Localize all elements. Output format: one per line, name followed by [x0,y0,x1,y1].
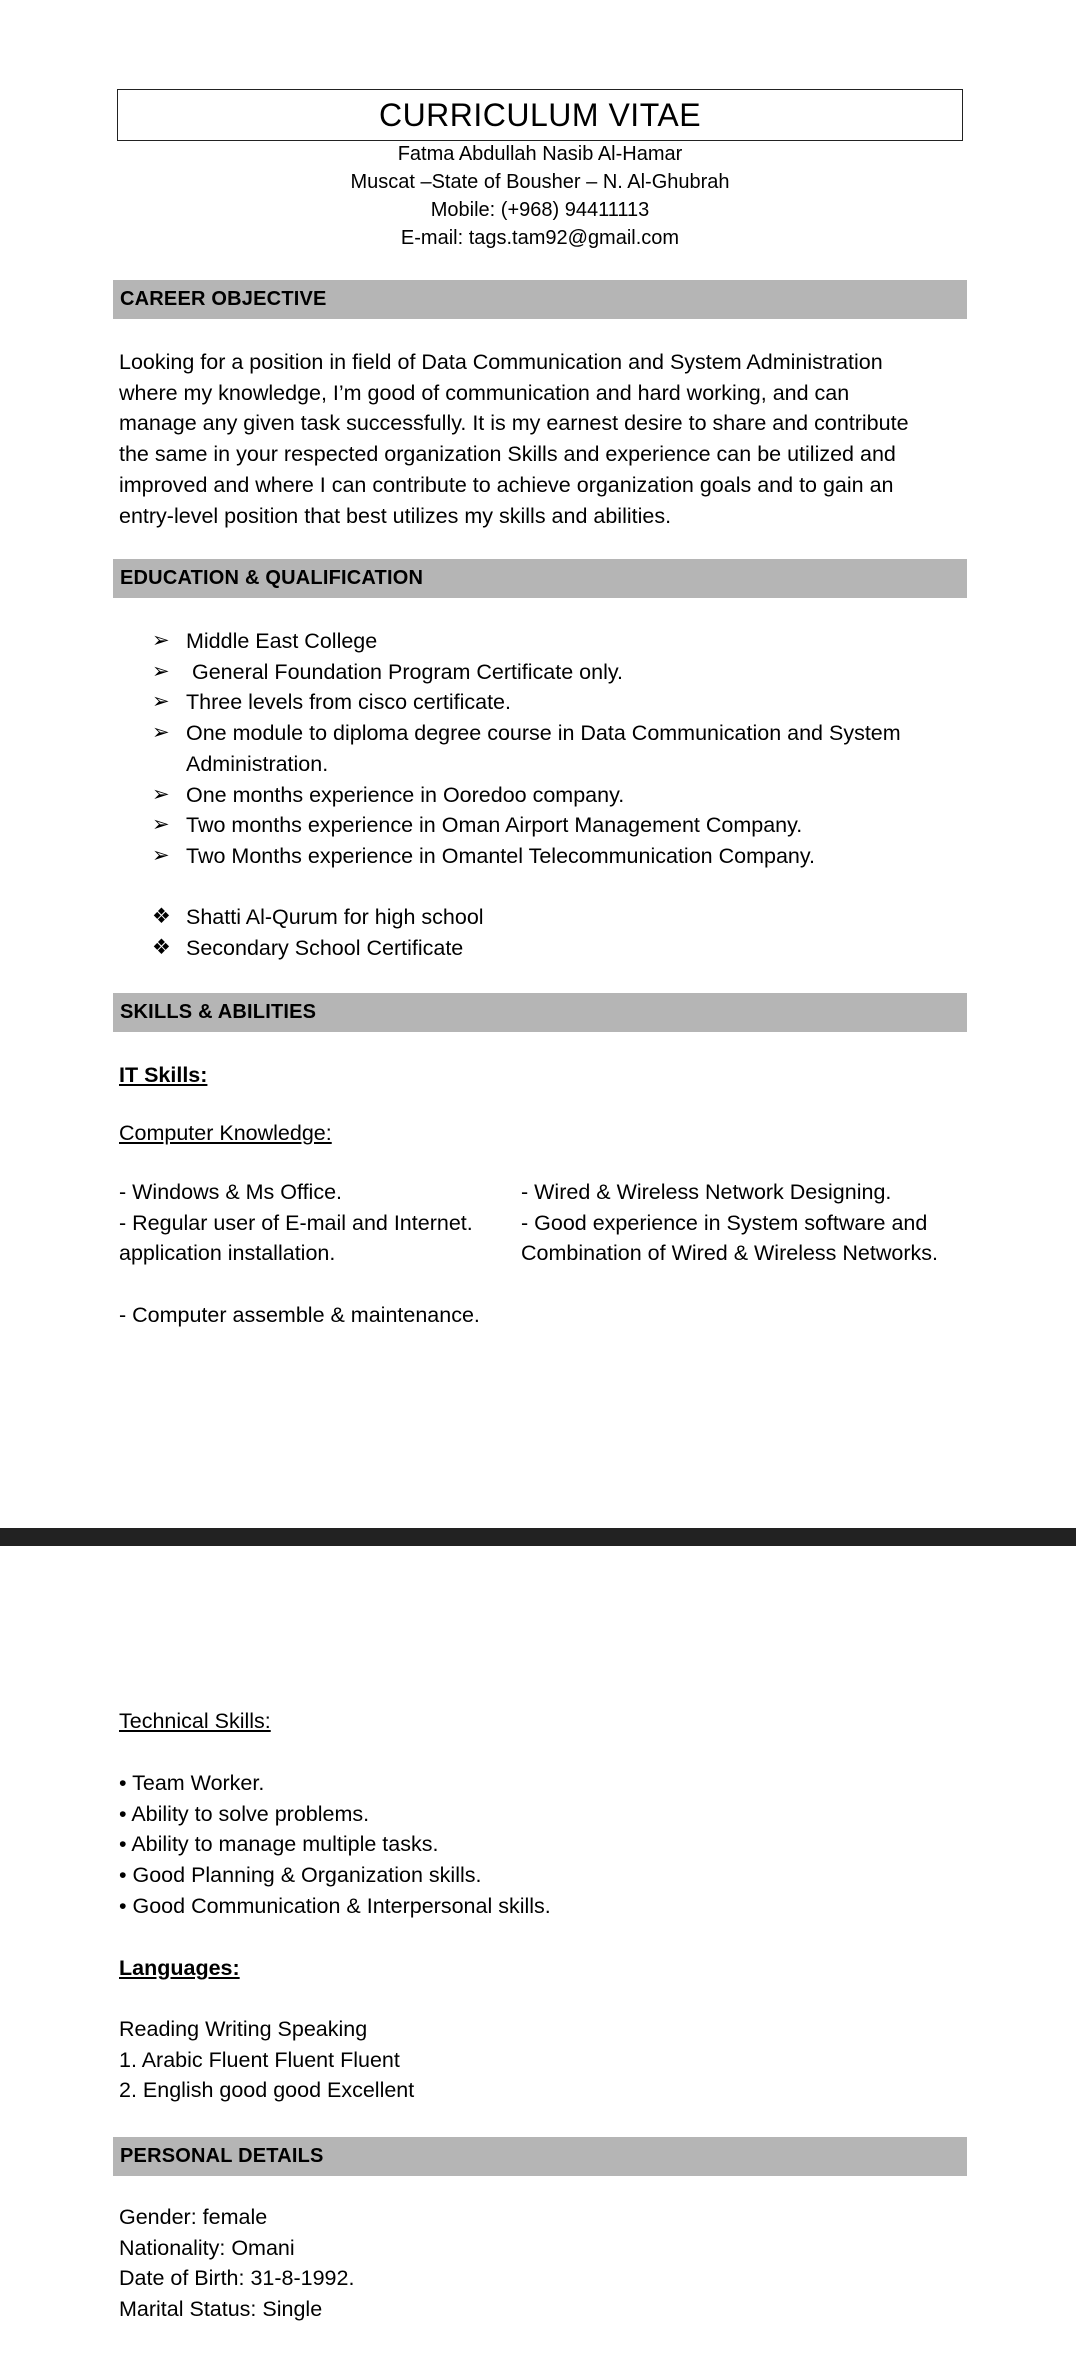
list-item: • Good Planning & Organization skills. [119,1863,482,1888]
languages-line: 2. English good good Excellent [119,2078,415,2103]
skill-line: - Regular user of E-mail and Internet. [119,1210,473,1235]
objective-line: where my knowledge, I’m good of communication and hard working, and can [119,380,850,405]
skill-line: application installation. [119,1241,336,1266]
technical-skills-list [119,1768,939,1922]
objective-line: manage any given task successfully. It is my earnest desire to share and contribute [119,411,909,436]
list-item: ➢ General Foundation Program Certificate only. [150,657,950,688]
nationality-line: Nationality: Omani [119,2235,295,2260]
list-item: • Team Worker. [119,1771,265,1795]
objective-line: entry-level position that best utilizes my skills and abilities. [119,503,672,528]
candidate-email: E-mail: tags.tam92@gmail.com [400,227,680,249]
list-item: ➢ One module to diploma degree course in Data Communication and System Administration. [150,718,950,779]
skill-line: - Windows & Ms Office. [119,1180,343,1204]
dob-line: Date of Birth: 31-8-1992. [119,2266,355,2291]
skill-line: Combination of Wired & Wireless Networks. [521,1241,938,1266]
arrow-bullet-icon: ➢ [152,690,170,714]
arrow-bullet-icon: ➢ [152,721,170,745]
cv-title: CURRICULUM VITAE [117,89,963,141]
skills-heading: SKILLS & ABILITIES [113,993,967,1032]
arrow-bullet-icon: ➢ [152,659,170,683]
list-item: ➢ Two months experience in Oman Airport Management Company. [150,810,950,841]
computer-knowledge-left [119,1177,519,1269]
it-skills-label: IT Skills: [119,1063,208,1087]
languages-line: 1. Arabic Fluent Fluent Fluent [119,2047,400,2072]
page-separator [0,1528,1076,1546]
personal-details [119,2202,939,2325]
list-item: • Ability to manage multiple tasks. [119,1832,439,1857]
candidate-address: Muscat –State of Bousher – N. Al-Ghubrah [350,171,730,193]
diamond-bullet-icon: ❖ [152,935,171,959]
education-heading: EDUCATION & QUALIFICATION [113,559,967,598]
skill-line: - Wired & Wireless Network Designing. [521,1180,892,1204]
arrow-bullet-icon: ➢ [152,629,170,652]
gender-line: Gender: female [119,2205,268,2229]
personal-details-heading: PERSONAL DETAILS [113,2137,967,2176]
career-objective-heading: CAREER OBJECTIVE [113,280,967,319]
list-item: ❖ Secondary School Certificate [150,933,950,964]
list-item: ❖ Shatti Al-Qurum for high school [150,902,950,933]
languages-line: Reading Writing Speaking [119,2017,368,2041]
objective-line: Looking for a position in field of Data Communication and System Administration [119,350,883,374]
computer-knowledge-right [521,1177,971,1269]
diamond-bullet-icon: ❖ [152,905,171,928]
arrow-bullet-icon: ➢ [152,782,170,806]
languages-label: Languages: [119,1956,240,1980]
list-item: • Good Communication & Interpersonal skills. [119,1893,551,1918]
arrow-bullet-icon: ➢ [152,843,170,867]
list-item: ➢ Middle East College [150,626,950,657]
marital-status-line: Marital Status: Single [119,2297,323,2322]
school-list [150,902,950,963]
objective-line: improved and where I can contribute to achieve organization goals and to gain an [119,472,894,497]
candidate-name: Fatma Abdullah Nasib Al-Hamar [397,143,683,165]
computer-knowledge-label: Computer Knowledge: [119,1121,332,1145]
list-item: ➢ One months experience in Ooredoo company. [150,780,950,811]
languages-table [119,2014,939,2106]
candidate-mobile: Mobile: (+968) 94411113 [430,199,650,221]
list-item: ➢ Two Months experience in Omantel Telecommunication Company. [150,841,950,872]
list-item: • Ability to solve problems. [119,1801,370,1826]
skill-line: - Good experience in System software and [521,1210,928,1235]
technical-skills-label: Technical Skills: [119,1709,271,1733]
objective-line: the same in your respected organization Skills and experience can be utilized and [119,442,896,467]
computer-assemble-line: - Computer assemble & maintenance. [119,1303,480,1327]
career-objective-text [119,347,939,531]
cv-page-2 [0,1546,1076,2375]
list-item: ➢ Three levels from cisco certificate. [150,687,950,718]
education-list [150,626,950,872]
arrow-bullet-icon: ➢ [152,813,170,837]
